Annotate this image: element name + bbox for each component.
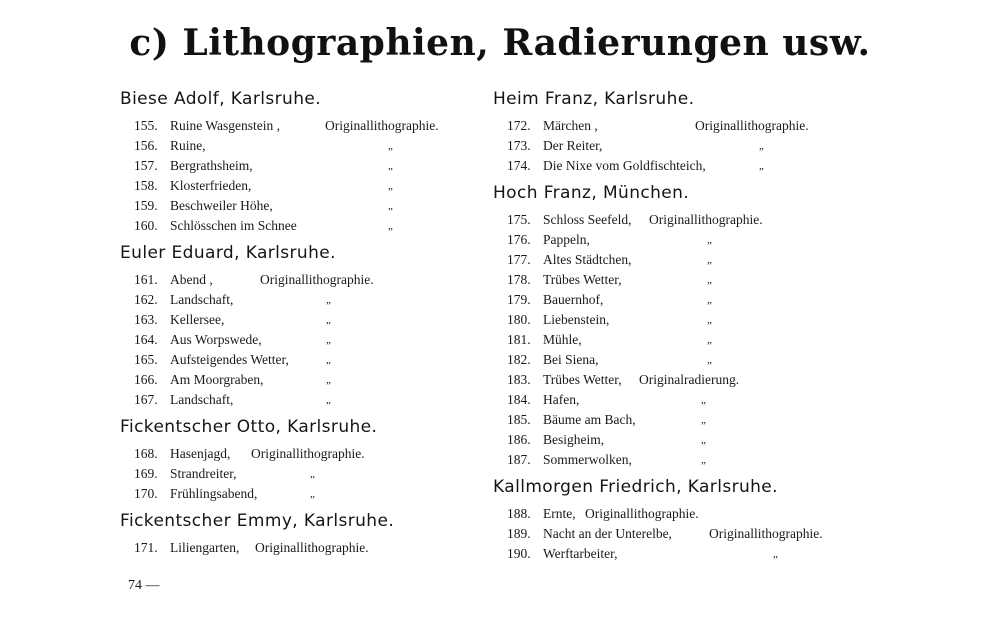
works-list [493, 116, 873, 176]
work-number: 170. [134, 486, 158, 501]
work-number: 190. [507, 546, 531, 561]
list-item [493, 410, 873, 430]
ditto-mark: „ [701, 414, 706, 426]
list-item [493, 136, 873, 156]
list-item [120, 136, 480, 156]
work-number: 164. [134, 332, 158, 347]
work-title: Landschaft, [170, 392, 234, 407]
artist-heading: Biese Adolf, Karlsruhe. [120, 89, 322, 109]
work-title: Werftarbeiter, [543, 546, 618, 561]
ditto-mark: „ [326, 294, 331, 306]
works-list [493, 504, 873, 564]
work-technique: Originallithographie. [260, 272, 374, 287]
artist-heading: Fickentscher Emmy, Karlsruhe. [120, 511, 395, 531]
work-title: Frühlingsabend, [170, 486, 258, 501]
ditto-mark: „ [326, 394, 331, 406]
work-number: 181. [507, 332, 531, 347]
list-item [120, 216, 480, 236]
work-title: Klosterfrieden, [170, 178, 252, 193]
work-title: Bergrathsheim, [170, 158, 253, 173]
list-item [120, 270, 480, 290]
work-title: Nacht an der Unterelbe, [543, 526, 672, 541]
work-number: 179. [507, 292, 531, 307]
ditto-mark: „ [326, 314, 331, 326]
work-number: 182. [507, 352, 531, 367]
works-list [120, 116, 480, 236]
list-item [120, 330, 480, 350]
work-number: 160. [134, 218, 158, 233]
work-number: 171. [134, 540, 158, 555]
work-number: 168. [134, 446, 158, 461]
ditto-mark: „ [388, 160, 393, 172]
ditto-mark: „ [707, 334, 712, 346]
ditto-mark: „ [701, 454, 706, 466]
works-list [120, 444, 480, 504]
list-item [493, 156, 873, 176]
work-number: 173. [507, 138, 531, 153]
work-title: Hafen, [543, 392, 580, 407]
list-item [493, 330, 873, 350]
work-title: Schlösschen im Schnee [170, 218, 297, 233]
ditto-mark: „ [707, 354, 712, 366]
list-item [120, 484, 480, 504]
work-number: 157. [134, 158, 158, 173]
ditto-mark: „ [388, 140, 393, 152]
artist-heading: Hoch Franz, München. [493, 183, 690, 203]
work-number: 180. [507, 312, 531, 327]
ditto-mark: „ [388, 200, 393, 212]
list-item [493, 370, 873, 390]
ditto-mark: „ [773, 548, 778, 560]
work-number: 166. [134, 372, 158, 387]
list-item [120, 310, 480, 330]
list-item [120, 350, 480, 370]
work-number: 156. [134, 138, 158, 153]
artist-heading: Heim Franz, Karlsruhe. [493, 89, 695, 109]
work-number: 159. [134, 198, 158, 213]
list-item [493, 230, 873, 250]
ditto-mark: „ [707, 314, 712, 326]
work-title: Altes Städtchen, [543, 252, 632, 267]
work-title: Märchen , [543, 118, 598, 133]
work-number: 188. [507, 506, 531, 521]
work-title: Sommerwolken, [543, 452, 632, 467]
works-list [493, 210, 873, 470]
work-number: 174. [507, 158, 531, 173]
work-number: 158. [134, 178, 158, 193]
work-number: 155. [134, 118, 158, 133]
work-title: Aus Worpswede, [170, 332, 262, 347]
work-number: 189. [507, 526, 531, 541]
list-item [120, 156, 480, 176]
work-title: Abend , [170, 272, 213, 287]
ditto-mark: „ [707, 294, 712, 306]
work-title: Landschaft, [170, 292, 234, 307]
work-number: 187. [507, 452, 531, 467]
work-title: Die Nixe vom Goldfischteich, [543, 158, 706, 173]
work-technique: Originallithographie. [251, 446, 365, 461]
work-title: Bäume am Bach, [543, 412, 636, 427]
list-item [493, 524, 873, 544]
list-item [120, 116, 480, 136]
page-number: 74 — [128, 578, 160, 593]
work-number: 163. [134, 312, 158, 327]
work-number: 184. [507, 392, 531, 407]
work-title: Ruine Wasgenstein , [170, 118, 281, 133]
list-item [120, 176, 480, 196]
work-technique: Originallithographie. [695, 118, 809, 133]
list-item [493, 450, 873, 470]
work-number: 165. [134, 352, 158, 367]
ditto-mark: „ [707, 274, 712, 286]
work-title: Strandreiter, [170, 466, 237, 481]
work-number: 186. [507, 432, 531, 447]
list-item [120, 444, 480, 464]
work-number: 176. [507, 232, 531, 247]
work-title: Kellersee, [170, 312, 225, 327]
works-list [120, 270, 480, 410]
ditto-mark: „ [326, 374, 331, 386]
ditto-mark: „ [701, 434, 706, 446]
ditto-mark: „ [701, 394, 706, 406]
work-technique: Originallithographie. [709, 526, 823, 541]
work-number: 161. [134, 272, 158, 287]
list-item [493, 116, 873, 136]
list-item [120, 390, 480, 410]
work-title: Liliengarten, [170, 540, 240, 555]
ditto-mark: „ [326, 354, 331, 366]
page-title: c) Lithographien, Radierungen usw. [129, 22, 871, 64]
list-item [493, 504, 873, 524]
list-item [493, 270, 873, 290]
work-number: 162. [134, 292, 158, 307]
work-number: 177. [507, 252, 531, 267]
left-column [120, 88, 480, 564]
list-item [493, 290, 873, 310]
ditto-mark: „ [388, 180, 393, 192]
list-item [120, 196, 480, 216]
right-column [493, 88, 873, 570]
work-title: Besigheim, [543, 432, 605, 447]
ditto-mark: „ [310, 488, 315, 500]
artist-heading: Fickentscher Otto, Karlsruhe. [120, 417, 378, 437]
list-item [120, 370, 480, 390]
work-technique: Originallithographie. [255, 540, 369, 555]
work-number: 167. [134, 392, 158, 407]
work-title: Der Reiter, [543, 138, 603, 153]
work-number: 185. [507, 412, 531, 427]
work-title: Aufsteigendes Wetter, [170, 352, 289, 367]
list-item [493, 250, 873, 270]
ditto-mark: „ [310, 468, 315, 480]
works-list [120, 538, 480, 558]
work-title: Pappeln, [543, 232, 590, 247]
list-item [120, 464, 480, 484]
work-number: 169. [134, 466, 158, 481]
work-title: Trübes Wetter, [543, 372, 622, 387]
work-number: 175. [507, 212, 531, 227]
list-item [493, 210, 873, 230]
ditto-mark: „ [388, 220, 393, 232]
work-title: Liebenstein, [543, 312, 610, 327]
work-title: Hasenjagd, [170, 446, 231, 461]
work-title: Ruine, [170, 138, 206, 153]
work-technique: Originallithographie. [649, 212, 763, 227]
work-technique: Originallithographie. [585, 506, 699, 521]
work-number: 178. [507, 272, 531, 287]
list-item [493, 350, 873, 370]
work-number: 183. [507, 372, 531, 387]
work-title: Bauernhof, [543, 292, 604, 307]
list-item [493, 544, 873, 564]
work-technique: Originallithographie. [325, 118, 439, 133]
list-item [493, 310, 873, 330]
work-title: Schloss Seefeld, [543, 212, 632, 227]
ditto-mark: „ [326, 334, 331, 346]
work-technique: Originalradierung. [639, 372, 740, 387]
list-item [120, 538, 480, 558]
work-number: 172. [507, 118, 531, 133]
list-item [493, 390, 873, 410]
list-item [493, 430, 873, 450]
work-title: Bei Siena, [543, 352, 599, 367]
work-title: Beschweiler Höhe, [170, 198, 273, 213]
list-item [120, 290, 480, 310]
artist-heading: Kallmorgen Friedrich, Karlsruhe. [493, 477, 778, 497]
ditto-mark: „ [759, 160, 764, 172]
ditto-mark: „ [707, 234, 712, 246]
work-title: Ernte, [543, 506, 576, 521]
work-title: Am Moorgraben, [170, 372, 264, 387]
work-title: Trübes Wetter, [543, 272, 622, 287]
work-title: Mühle, [543, 332, 582, 347]
ditto-mark: „ [707, 254, 712, 266]
artist-heading: Euler Eduard, Karlsruhe. [120, 243, 336, 263]
ditto-mark: „ [759, 140, 764, 152]
